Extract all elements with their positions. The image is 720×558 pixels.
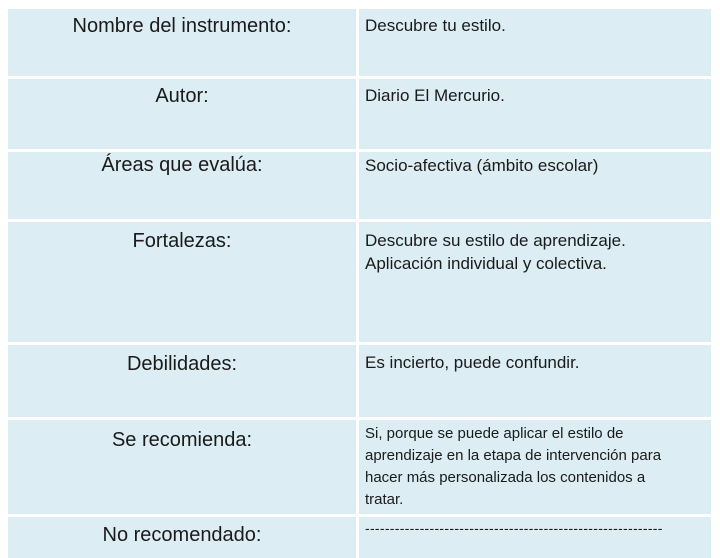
- instrument-table: [8, 9, 708, 546]
- value-author: Diario El Mercurio.: [365, 86, 505, 105]
- label-recommended: Se recomienda:: [111, 429, 253, 451]
- label-cell-strengths: [8, 222, 356, 342]
- value-recommended-line-1: Si, porque se puede aplicar el estilo de: [365, 425, 624, 442]
- label-strengths: Fortalezas:: [132, 230, 232, 252]
- value-recommended-line-2: aprendizaje en la etapa de intervención para: [365, 447, 662, 464]
- value-not-recommended: ------------------------------------------------------------: [365, 520, 663, 536]
- value-cell-not-recommended: [359, 517, 711, 558]
- value-areas: Socio-afectiva (ámbito escolar): [365, 156, 599, 175]
- value-instrument-name: Descubre tu estilo.: [365, 16, 506, 35]
- label-not-recommended: No recomendado:: [102, 524, 262, 546]
- value-weaknesses: Es incierto, puede confundir.: [365, 353, 580, 372]
- label-cell-author: [8, 79, 356, 149]
- label-cell-not-recommended: [8, 517, 356, 558]
- value-cell-author: [359, 79, 711, 149]
- value-recommended-line-4: tratar.: [365, 491, 404, 508]
- value-recommended-line-3: hacer más personalizada los contenidos a: [365, 469, 646, 486]
- value-cell-areas: [359, 152, 711, 219]
- label-author: Autor:: [155, 85, 209, 107]
- label-cell-weaknesses: [8, 345, 356, 417]
- value-cell-weaknesses: [359, 345, 711, 417]
- label-cell-recommended: [8, 420, 356, 514]
- value-strengths-line-2: Aplicación individual y colectiva.: [365, 254, 607, 273]
- value-strengths-line-1: Descubre su estilo de aprendizaje.: [365, 231, 626, 250]
- value-cell-instrument-name: [359, 9, 711, 76]
- value-cell-recommended: [359, 420, 711, 514]
- label-cell-areas: [8, 152, 356, 219]
- label-areas: Áreas que evalúa:: [101, 154, 263, 176]
- label-cell-instrument-name: [8, 9, 356, 76]
- value-cell-strengths: [359, 222, 711, 342]
- label-instrument-name: Nombre del instrumento:: [72, 15, 292, 37]
- label-weaknesses: Debilidades:: [126, 353, 238, 375]
